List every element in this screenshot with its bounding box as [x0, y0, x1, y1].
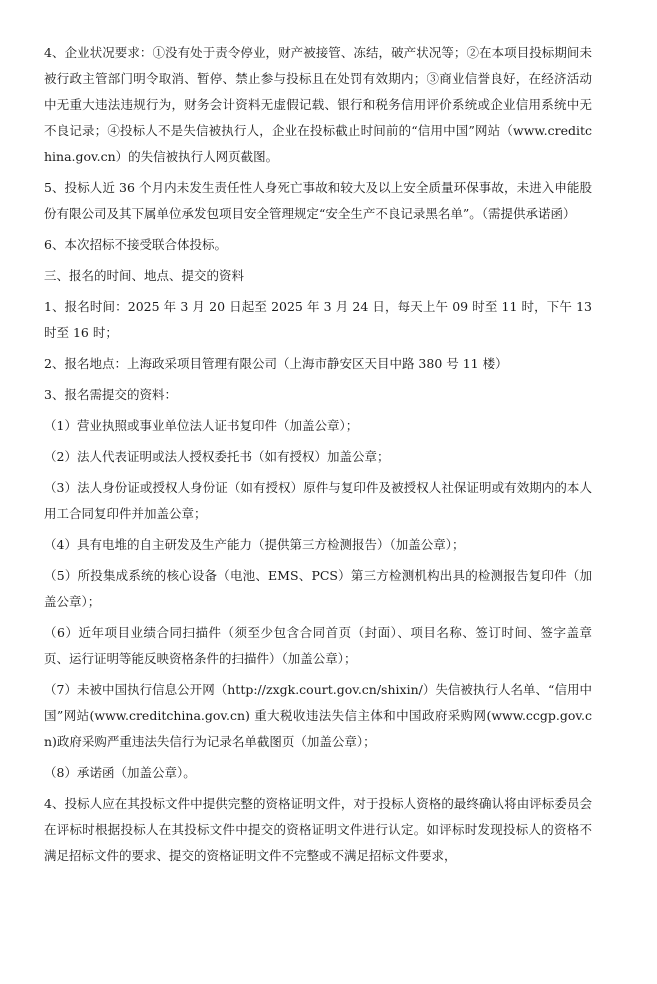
paragraph-enterprise-status: 4、企业状况要求：①没有处于责令停业，财产被接管、冻结，破产状况等；②在本项目投标期间未被行政主管部门明令取消、暂停、禁止参与投标且在处罚有效期内；③商业信誉良好，在经济活动中无重大违法违规行为，财务会计资料无虚假记载、银行和税务信用评价系统或企业信用系统中无不良记录；④投标人不是失信被执行人，企业在投标截止时间前的“信用中国”网站（www.creditchina.gov.cn）的失信被执行人网页截图。: [44, 45, 592, 164]
list-item-business-license: （1）营业执照或事业单位法人证书复印件（加盖公章）；: [44, 418, 359, 433]
list-item-credit-screenshots: （7）未被中国执行信息公开网（http://zxgk.court.gov.cn/shixin/）失信被执行人名单、“信用中国”网站(www.creditchina.gov.cn) 重大税收违法失信主体和中国政府采购网(www.ccgp.gov.cn)政府采购严重违法失信行为记录名单截图页（加盖公章）；: [44, 682, 592, 749]
paragraph-safety-record: 5、投标人近 36 个月内未发生责任性人身死亡事故和较大及以上安全质量环保事故，未进入申能股份有限公司及其下属单位承发包项目安全管理规定“安全生产不良记录黑名单”。（需提供承诺函）: [44, 180, 592, 221]
paragraph-registration-location: 2、报名地点：上海政采项目管理有限公司（上海市静安区天目中路 380 号 11 楼）: [44, 356, 508, 371]
paragraph-required-materials: 3、报名需提交的资料：: [44, 387, 177, 402]
paragraph-qualification-review: 4、投标人应在其投标文件中提供完整的资格证明文件，对于投标人资格的最终确认将由评标委员会在评标时根据投标人在其投标文件中提交的资格证明文件进行认定。如评标时发现投标人的资格不满足招标文件的要求、提交的资格证明文件不完整或不满足招标文件要求，: [44, 796, 592, 863]
list-item-id-card: （3）法人身份证或授权人身份证（如有授权）原件与复印件及被授权人社保证明或有效期内的本人用工合同复印件并加盖公章；: [44, 480, 592, 521]
list-item-test-report: （5）所投集成系统的核心设备（电池、EMS、PCS）第三方检测机构出具的检测报告复印件（加盖公章）；: [44, 568, 592, 609]
list-item-rd-capability: （4）具有电堆的自主研发及生产能力（提供第三方检测报告）（加盖公章）；: [44, 537, 465, 552]
section-heading-registration: 三、报名的时间、地点、提交的资料: [44, 268, 245, 283]
list-item-commitment-letter: （8）承诺函（加盖公章）。: [44, 765, 196, 780]
list-item-authorization: （2）法人代表证明或法人授权委托书（如有授权）加盖公章；: [44, 449, 390, 464]
paragraph-registration-time: 1、报名时间：2025 年 3 月 20 日起至 2025 年 3 月 24 日，每天上午 09 时至 11 时，下午 13 时至 16 时；: [44, 299, 592, 340]
paragraph-no-consortium: 6、本次招标不接受联合体投标。: [44, 237, 227, 252]
document-body: [44, 40, 592, 874]
list-item-performance-contracts: （6）近年项目业绩合同扫描件（须至少包含合同首页（封面）、项目名称、签订时间、签字盖章页、运行证明等能反映资格条件的扫描件）（加盖公章）；: [44, 625, 592, 666]
